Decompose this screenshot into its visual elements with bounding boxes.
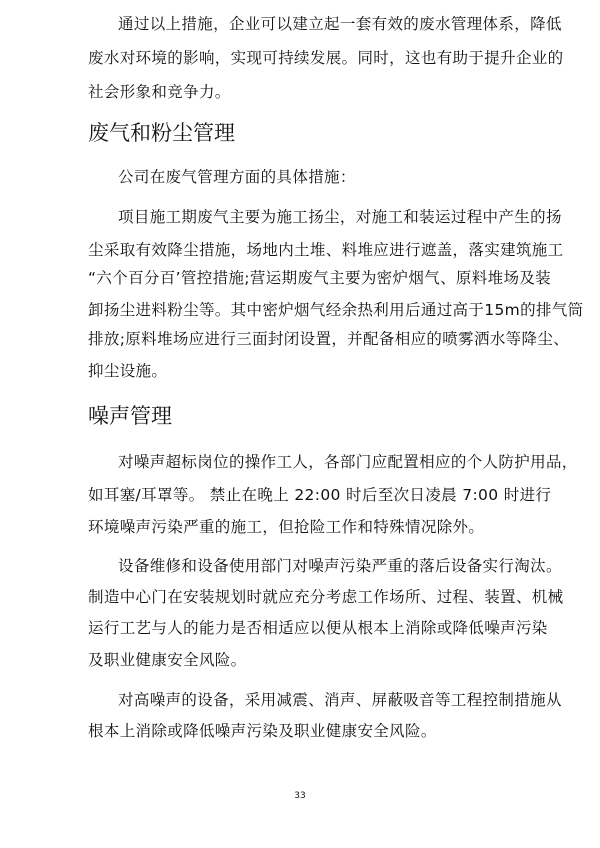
- paragraph-line: 通过以上措施，企业可以建立起一套有效的废水管理体系，降低: [118, 15, 562, 33]
- paragraph-line: “六个百分百’管控措施;营运期废气主要为密炉烟气、原料堆场及装: [88, 269, 552, 287]
- air-dust-intro: 公司在废气管理方面的具体措施：: [118, 168, 356, 186]
- paragraph-line: 如耳塞/耳罩等。 禁止在晚上 22:00 时后至次日凌晨 7:00 时进行: [88, 486, 552, 504]
- paragraph-line: 社会形象和竞争力。: [88, 83, 231, 101]
- paragraph-line: 制造中心门在安装规划时就应充分考虑工作场所、过程、装置、机械: [88, 588, 564, 606]
- paragraph-line: 运行工艺与人的能力是否相适应以便从根本上消除或降低噪声污染: [88, 619, 548, 637]
- paragraph-line: 抑尘设施。: [88, 362, 168, 380]
- paragraph-line: 排放;原料堆场应进行三面封闭设置，并配备相应的喷雾洒水等降尘、: [88, 330, 570, 348]
- paragraph-line: 对高噪声的设备，采用减震、消声、屏蔽吸音等工程控制措施从: [118, 691, 562, 709]
- paragraph-line: 环境噪声污染严重的施工，但抢险工作和特殊情况除外。: [88, 518, 485, 536]
- paragraph-line: 卸扬尘进料粉尘等。其中密炉烟气经余热利用后通过高于15m的排气筒: [88, 301, 584, 319]
- paragraph-line: 设备维修和设备使用部门对噪声污染严重的落后设备实行淘汰。: [118, 557, 562, 575]
- paragraph-line: 对噪声超标岗位的操作工人，各部门应配置相应的个人防护用品，: [118, 453, 578, 471]
- paragraph-line: 根本上消除或降低噪声污染及职业健康安全风险。: [88, 722, 437, 740]
- paragraph-line: 尘采取有效降尘措施，场地内土堆、料堆应进行遮盖，落实建筑施工: [88, 241, 564, 259]
- paragraph-line: 及职业健康安全风险。: [88, 651, 247, 669]
- section-heading-noise: 噪声管理: [88, 404, 172, 428]
- page-number: 33: [294, 791, 306, 801]
- paragraph-line: 项目施工期废气主要为施工扬尘，对施工和装运过程中产生的扬: [118, 208, 562, 226]
- section-heading-air-dust: 废气和粉尘管理: [88, 121, 235, 145]
- paragraph-line: 废水对环境的影响，实现可持续发展。同时，这也有助于提升企业的: [88, 49, 564, 67]
